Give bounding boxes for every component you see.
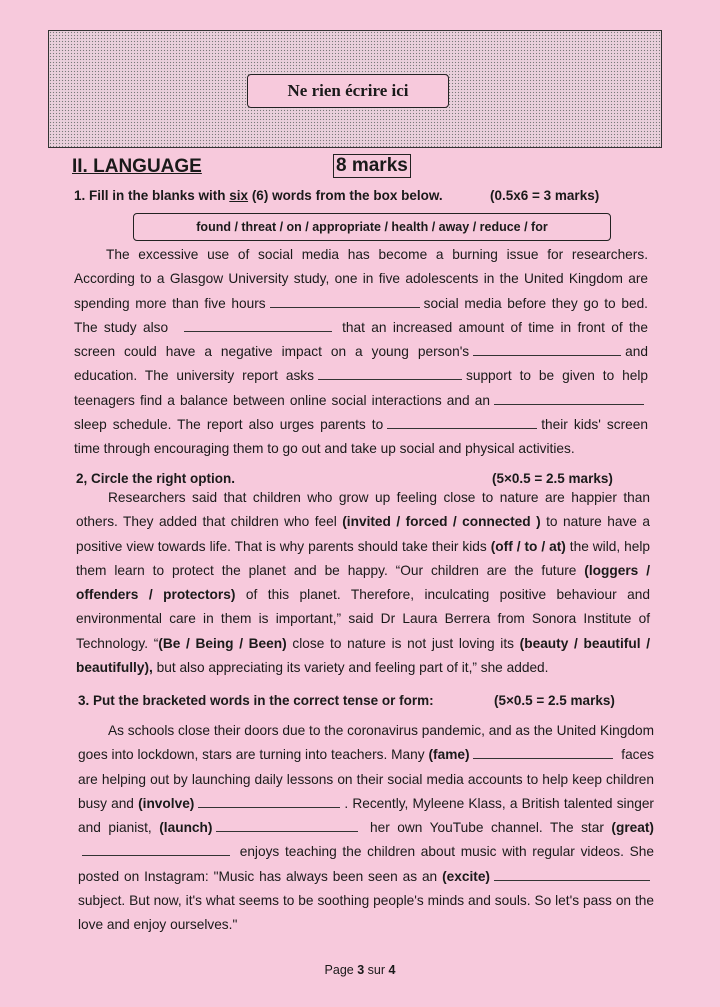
option-4[interactable]: (Be / Being / Been) bbox=[158, 635, 287, 651]
q2-text: Researchers said that children who grow up feeling close to nature are happier than others. They added that children who feel (invited / forced / connected ) to nature have a positive view towards life. That is why parents should take their kids (off / to / at) the wild, help them learn to protect the planet and be happy. “Our children are the future (loggers / offenders / protectors) of this planet. Therefore, inculcating positive behaviour and environmental care in them is important,” said Dr Laura Berrera from Sonora Institute of Technology. “(Be / Being / Been) close to nature is not just loving its (beauty / beautiful / beautifully), but also appreciating its variety and feeling part of it,” she added. bbox=[76, 490, 651, 676]
word-4: (great) bbox=[611, 820, 654, 836]
option-1[interactable]: (invited / forced / connected ) bbox=[342, 514, 541, 530]
q3-instruction: 3. Put the bracketed words in the correct tense or form: bbox=[78, 693, 434, 708]
q2-marks: (5×0.5 = 2.5 marks) bbox=[492, 471, 613, 486]
word-5: (excite) bbox=[442, 868, 490, 884]
page-footer: Page 3 sur 4 bbox=[324, 963, 396, 977]
q3-blank-4[interactable] bbox=[82, 844, 230, 856]
q1-marks: (0.5x6 = 3 marks) bbox=[490, 188, 600, 203]
option-3[interactable]: (loggers / offenders / protectors) bbox=[76, 562, 650, 603]
word-3: (launch) bbox=[159, 820, 213, 836]
q2-instruction: 2, Circle the right option. bbox=[76, 471, 236, 486]
blank-1[interactable] bbox=[270, 296, 420, 308]
option-2[interactable]: (off / to / at) bbox=[490, 538, 566, 554]
word-box: found / threat / on / appropriate / health / away / reduce / for bbox=[133, 213, 611, 241]
blank-3[interactable] bbox=[473, 344, 621, 356]
blank-6[interactable] bbox=[387, 417, 537, 429]
q3-marks: (5×0.5 = 2.5 marks) bbox=[494, 693, 615, 708]
option-5[interactable]: (beauty / beautiful / beautifully), bbox=[76, 635, 650, 676]
q3-blank-1[interactable] bbox=[473, 747, 613, 759]
blank-4[interactable] bbox=[318, 368, 462, 380]
section-marks: 8 marks bbox=[333, 154, 411, 178]
section-title: II. LANGUAGE bbox=[72, 156, 202, 177]
word-1: (fame) bbox=[428, 747, 470, 763]
q3-blank-5[interactable] bbox=[494, 869, 650, 881]
q1-instruction: 1. Fill in the blanks with six (6) words from the box below. bbox=[74, 188, 443, 203]
blank-2[interactable] bbox=[184, 320, 332, 332]
q3-blank-3[interactable] bbox=[216, 820, 358, 832]
q1-text: The excessive use of social media has become a burning issue for researchers. According to a Glasgow University study, one in five adolescents in the United Kingdom are spending more than five hours social media before they go to bed. The study also that an increased amount of time in front of the screen could have a negative impact on a young person's and education. The university report asks support to be given to help teenagers find a balance between online social interactions and ansleep schedule. The report also urges parents to their kids' screen time through encouraging them to go out and take up social and physical activities. bbox=[74, 247, 649, 457]
no-write-label: Ne rien écrire ici bbox=[247, 74, 449, 108]
q3-text: As schools close their doors due to the coronavirus pandemic, and as the United Kingdom goes into lockdown, stars are turning into teachers. Many (fame) faces are helping out by launching daily lessons on their social media accounts to help keep children busy and (involve) . Recently, Myleene Klass, a British talented singer and pianist, (launch) her own YouTube channel. The star (great) enjoys teaching the children about music with regular videos. She posted on Instagram: "Music has always been seen as an (excite) subject. But now, it's what seems to be soothing people's minds and souls. So let's pass on the love and enjoy ourselves." bbox=[78, 723, 654, 933]
word-2: (involve) bbox=[138, 795, 195, 811]
blank-5[interactable] bbox=[494, 393, 644, 405]
q3-blank-2[interactable] bbox=[198, 796, 340, 808]
